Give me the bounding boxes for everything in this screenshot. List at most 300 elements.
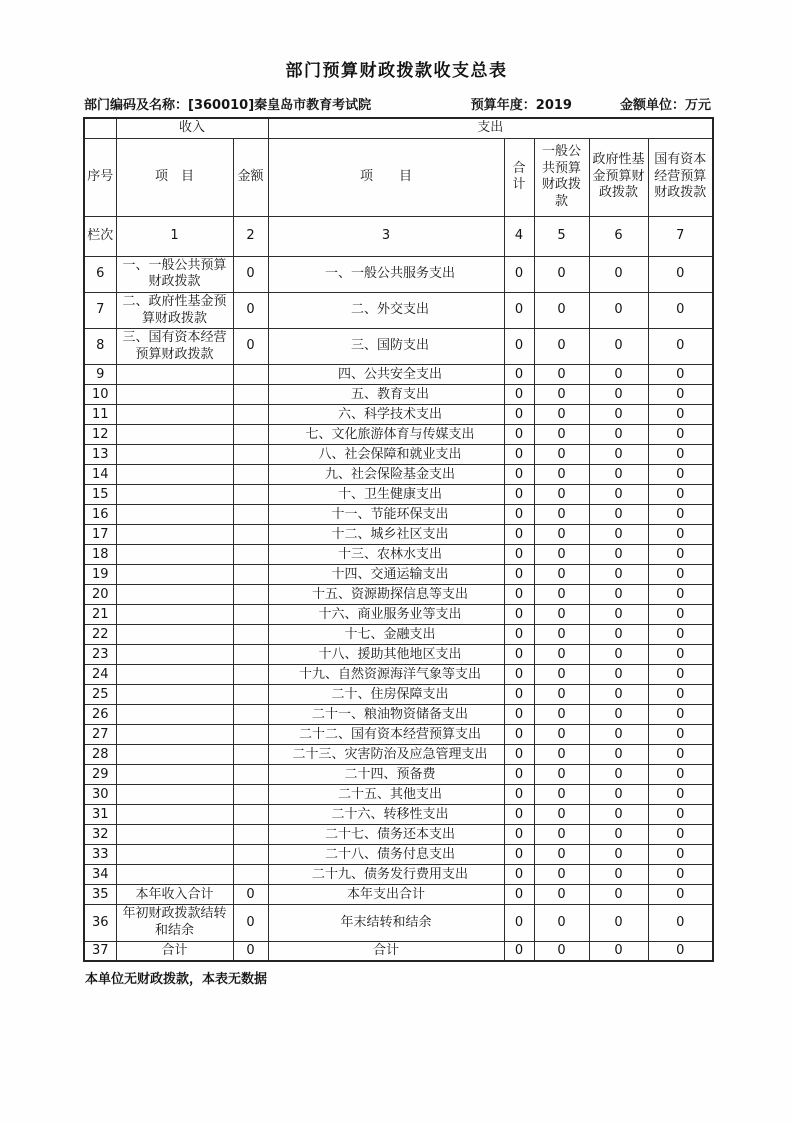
expense-total-value: 0 bbox=[504, 445, 534, 465]
expense-total-value: 0 bbox=[504, 385, 534, 405]
expense-total-value: 0 bbox=[504, 665, 534, 685]
income-item bbox=[116, 405, 233, 425]
table-row bbox=[84, 885, 713, 905]
col-num-2: 2 bbox=[233, 216, 268, 256]
gov-fund-value: 0 bbox=[589, 445, 648, 465]
general-budget-value: 0 bbox=[534, 365, 589, 385]
expense-item: 六、科学技术支出 bbox=[268, 405, 504, 425]
gov-fund-value: 0 bbox=[589, 805, 648, 825]
gov-fund-value: 0 bbox=[589, 465, 648, 485]
expense-item: 十二、城乡社区支出 bbox=[268, 525, 504, 545]
expense-total-value: 0 bbox=[504, 785, 534, 805]
income-item: 年初财政拨款结转和结余 bbox=[116, 905, 233, 941]
table-row bbox=[84, 256, 713, 292]
table-row bbox=[84, 405, 713, 425]
gov-fund-value: 0 bbox=[589, 645, 648, 665]
row-seq: 10 bbox=[84, 385, 116, 405]
unit-label: 金额单位： bbox=[619, 98, 685, 113]
income-item: 本年收入合计 bbox=[116, 885, 233, 905]
income-amount-header: 金额 bbox=[233, 138, 268, 216]
income-item: 合计 bbox=[116, 941, 233, 961]
state-capital-value: 0 bbox=[648, 485, 713, 505]
row-seq: 20 bbox=[84, 585, 116, 605]
general-budget-value: 0 bbox=[534, 805, 589, 825]
gov-fund-value: 0 bbox=[589, 329, 648, 365]
row-seq: 15 bbox=[84, 485, 116, 505]
income-amount bbox=[233, 605, 268, 625]
income-amount bbox=[233, 685, 268, 705]
state-capital-value: 0 bbox=[648, 745, 713, 765]
general-budget-value: 0 bbox=[534, 745, 589, 765]
table-row bbox=[84, 805, 713, 825]
gov-fund-value: 0 bbox=[589, 885, 648, 905]
state-capital-value: 0 bbox=[648, 885, 713, 905]
expense-total-value: 0 bbox=[504, 585, 534, 605]
expense-item: 二十一、粮油物资储备支出 bbox=[268, 705, 504, 725]
row-seq: 36 bbox=[84, 905, 116, 941]
table-row bbox=[84, 505, 713, 525]
state-capital-value: 0 bbox=[648, 385, 713, 405]
expense-item: 合计 bbox=[268, 941, 504, 961]
income-item: 一、一般公共预算财政拨款 bbox=[116, 256, 233, 292]
income-item bbox=[116, 545, 233, 565]
income-item bbox=[116, 365, 233, 385]
income-amount bbox=[233, 565, 268, 585]
general-budget-value: 0 bbox=[534, 645, 589, 665]
income-item bbox=[116, 425, 233, 445]
expense-item: 十三、农林水支出 bbox=[268, 545, 504, 565]
table-body bbox=[84, 256, 713, 961]
row-seq: 8 bbox=[84, 329, 116, 365]
gov-fund-value: 0 bbox=[589, 292, 648, 328]
gov-fund-value: 0 bbox=[589, 905, 648, 941]
expense-item: 二十三、灾害防治及应急管理支出 bbox=[268, 745, 504, 765]
unit-value: 万元 bbox=[684, 98, 711, 113]
gov-fund-value: 0 bbox=[589, 825, 648, 845]
general-budget-value: 0 bbox=[534, 405, 589, 425]
income-amount: 0 bbox=[233, 885, 268, 905]
expense-item: 二、外交支出 bbox=[268, 292, 504, 328]
income-item bbox=[116, 685, 233, 705]
lanci-header: 栏次 bbox=[84, 216, 116, 256]
general-budget-value: 0 bbox=[534, 705, 589, 725]
table-row bbox=[84, 425, 713, 445]
gov-fund-value: 0 bbox=[589, 505, 648, 525]
income-amount bbox=[233, 365, 268, 385]
expense-item: 八、社会保障和就业支出 bbox=[268, 445, 504, 465]
general-budget-header: 一般公共预算财政拨款 bbox=[534, 138, 589, 216]
expense-item: 二十、住房保障支出 bbox=[268, 685, 504, 705]
expense-total-value: 0 bbox=[504, 465, 534, 485]
income-amount bbox=[233, 445, 268, 465]
expense-total-value: 0 bbox=[504, 425, 534, 445]
expense-item: 二十九、债务发行费用支出 bbox=[268, 865, 504, 885]
state-capital-value: 0 bbox=[648, 905, 713, 941]
page-title: 部门预算财政拨款收支总表 bbox=[285, 61, 508, 81]
row-seq: 37 bbox=[84, 941, 116, 961]
table-row bbox=[84, 365, 713, 385]
income-item bbox=[116, 825, 233, 845]
expense-item: 十一、节能环保支出 bbox=[268, 505, 504, 525]
table-row bbox=[84, 905, 713, 941]
expense-total-value: 0 bbox=[504, 765, 534, 785]
gov-fund-value: 0 bbox=[589, 525, 648, 545]
gov-fund-value: 0 bbox=[589, 725, 648, 745]
income-item bbox=[116, 385, 233, 405]
income-amount bbox=[233, 525, 268, 545]
income-group-header: 收入 bbox=[116, 118, 268, 138]
income-amount bbox=[233, 825, 268, 845]
expense-total-value: 0 bbox=[504, 256, 534, 292]
row-seq: 30 bbox=[84, 785, 116, 805]
income-amount bbox=[233, 485, 268, 505]
income-amount: 0 bbox=[233, 256, 268, 292]
expense-total-value: 0 bbox=[504, 745, 534, 765]
col-num-3: 3 bbox=[268, 216, 504, 256]
general-budget-value: 0 bbox=[534, 765, 589, 785]
income-amount bbox=[233, 545, 268, 565]
income-item bbox=[116, 585, 233, 605]
income-amount bbox=[233, 865, 268, 885]
table-row bbox=[84, 625, 713, 645]
table-row bbox=[84, 685, 713, 705]
row-seq: 31 bbox=[84, 805, 116, 825]
table-row bbox=[84, 941, 713, 961]
income-amount bbox=[233, 785, 268, 805]
expense-item: 二十八、债务付息支出 bbox=[268, 845, 504, 865]
state-capital-value: 0 bbox=[648, 805, 713, 825]
income-item bbox=[116, 725, 233, 745]
expense-item: 二十二、国有资本经营预算支出 bbox=[268, 725, 504, 745]
expense-total-value: 0 bbox=[504, 605, 534, 625]
row-seq: 25 bbox=[84, 685, 116, 705]
gov-fund-value: 0 bbox=[589, 941, 648, 961]
income-amount bbox=[233, 505, 268, 525]
row-seq: 11 bbox=[84, 405, 116, 425]
gov-fund-value: 0 bbox=[589, 865, 648, 885]
header-column-row bbox=[84, 138, 713, 216]
income-amount bbox=[233, 385, 268, 405]
row-seq: 9 bbox=[84, 365, 116, 385]
gov-fund-value: 0 bbox=[589, 665, 648, 685]
table-row bbox=[84, 765, 713, 785]
state-capital-value: 0 bbox=[648, 545, 713, 565]
expense-total-value: 0 bbox=[504, 805, 534, 825]
col-num-1: 1 bbox=[116, 216, 233, 256]
expense-total-value: 0 bbox=[504, 905, 534, 941]
col-num-5: 5 bbox=[534, 216, 589, 256]
table-row bbox=[84, 585, 713, 605]
income-item bbox=[116, 665, 233, 685]
row-seq: 17 bbox=[84, 525, 116, 545]
expense-item: 五、教育支出 bbox=[268, 385, 504, 405]
table-row bbox=[84, 545, 713, 565]
income-item bbox=[116, 645, 233, 665]
row-seq: 35 bbox=[84, 885, 116, 905]
row-seq: 16 bbox=[84, 505, 116, 525]
dept-value: [360010]秦皇岛市教育考试院 bbox=[188, 98, 372, 113]
income-item bbox=[116, 865, 233, 885]
state-capital-value: 0 bbox=[648, 365, 713, 385]
year-value: 2019 bbox=[535, 98, 572, 113]
dept-code-name bbox=[84, 94, 471, 113]
general-budget-value: 0 bbox=[534, 845, 589, 865]
expense-total-value: 0 bbox=[504, 365, 534, 385]
row-seq: 7 bbox=[84, 292, 116, 328]
expense-item-header: 项 目 bbox=[268, 138, 504, 216]
state-capital-value: 0 bbox=[648, 705, 713, 725]
income-item bbox=[116, 765, 233, 785]
general-budget-value: 0 bbox=[534, 465, 589, 485]
expense-total-value: 0 bbox=[504, 292, 534, 328]
seq-header: 序号 bbox=[84, 138, 116, 216]
table-row bbox=[84, 465, 713, 485]
row-seq: 18 bbox=[84, 545, 116, 565]
table-row bbox=[84, 785, 713, 805]
general-budget-value: 0 bbox=[534, 585, 589, 605]
row-seq: 22 bbox=[84, 625, 116, 645]
table-row bbox=[84, 292, 713, 328]
expense-item: 一、一般公共服务支出 bbox=[268, 256, 504, 292]
row-seq: 28 bbox=[84, 745, 116, 765]
state-capital-value: 0 bbox=[648, 825, 713, 845]
expense-total-value: 0 bbox=[504, 865, 534, 885]
col-num-4: 4 bbox=[504, 216, 534, 256]
general-budget-value: 0 bbox=[534, 385, 589, 405]
expense-item: 二十四、预备费 bbox=[268, 765, 504, 785]
expense-total-value: 0 bbox=[504, 625, 534, 645]
general-budget-value: 0 bbox=[534, 525, 589, 545]
gov-fund-value: 0 bbox=[589, 705, 648, 725]
general-budget-value: 0 bbox=[534, 905, 589, 941]
state-capital-value: 0 bbox=[648, 785, 713, 805]
table-row bbox=[84, 705, 713, 725]
gov-fund-value: 0 bbox=[589, 405, 648, 425]
income-item-header: 项 目 bbox=[116, 138, 233, 216]
income-item bbox=[116, 845, 233, 865]
row-seq: 13 bbox=[84, 445, 116, 465]
expense-item: 二十六、转移性支出 bbox=[268, 805, 504, 825]
table-row bbox=[84, 605, 713, 625]
general-budget-value: 0 bbox=[534, 605, 589, 625]
general-budget-value: 0 bbox=[534, 885, 589, 905]
general-budget-value: 0 bbox=[534, 565, 589, 585]
expense-group-header: 支出 bbox=[268, 118, 713, 138]
expense-total-value: 0 bbox=[504, 329, 534, 365]
general-budget-value: 0 bbox=[534, 485, 589, 505]
general-budget-value: 0 bbox=[534, 865, 589, 885]
income-item: 三、国有资本经营预算财政拨款 bbox=[116, 329, 233, 365]
table-row bbox=[84, 725, 713, 745]
general-budget-value: 0 bbox=[534, 665, 589, 685]
general-budget-value: 0 bbox=[534, 825, 589, 845]
row-seq: 33 bbox=[84, 845, 116, 865]
table-row bbox=[84, 445, 713, 465]
table-row bbox=[84, 865, 713, 885]
table-row bbox=[84, 825, 713, 845]
row-seq: 19 bbox=[84, 565, 116, 585]
expense-total-value: 0 bbox=[504, 885, 534, 905]
footer-note: 本单位无财政拨款，本表无数据 bbox=[85, 972, 268, 988]
expense-total-value: 0 bbox=[504, 725, 534, 745]
amount-unit bbox=[620, 94, 711, 113]
row-seq: 23 bbox=[84, 645, 116, 665]
gov-fund-value: 0 bbox=[589, 256, 648, 292]
expense-item: 二十七、债务还本支出 bbox=[268, 825, 504, 845]
income-amount bbox=[233, 765, 268, 785]
gov-fund-value: 0 bbox=[589, 365, 648, 385]
state-capital-value: 0 bbox=[648, 605, 713, 625]
expense-item: 十四、交通运输支出 bbox=[268, 565, 504, 585]
column-number-row bbox=[84, 216, 713, 256]
corner-cell bbox=[84, 118, 116, 138]
expense-item: 四、公共安全支出 bbox=[268, 365, 504, 385]
row-seq: 29 bbox=[84, 765, 116, 785]
income-item bbox=[116, 565, 233, 585]
gov-fund-value: 0 bbox=[589, 745, 648, 765]
general-budget-value: 0 bbox=[534, 785, 589, 805]
income-item bbox=[116, 745, 233, 765]
income-amount: 0 bbox=[233, 292, 268, 328]
income-amount: 0 bbox=[233, 905, 268, 941]
row-seq: 27 bbox=[84, 725, 116, 745]
income-item bbox=[116, 525, 233, 545]
income-amount bbox=[233, 625, 268, 645]
general-budget-value: 0 bbox=[534, 329, 589, 365]
state-capital-value: 0 bbox=[648, 405, 713, 425]
table-row bbox=[84, 745, 713, 765]
gov-fund-value: 0 bbox=[589, 565, 648, 585]
state-capital-value: 0 bbox=[648, 625, 713, 645]
gov-fund-value: 0 bbox=[589, 425, 648, 445]
income-item bbox=[116, 625, 233, 645]
income-item: 二、政府性基金预算财政拨款 bbox=[116, 292, 233, 328]
gov-fund-value: 0 bbox=[589, 385, 648, 405]
table-row bbox=[84, 485, 713, 505]
state-capital-value: 0 bbox=[648, 585, 713, 605]
col-num-6: 6 bbox=[589, 216, 648, 256]
state-capital-value: 0 bbox=[648, 765, 713, 785]
gov-fund-value: 0 bbox=[589, 625, 648, 645]
expense-total-value: 0 bbox=[504, 545, 534, 565]
income-amount bbox=[233, 645, 268, 665]
gov-fund-value: 0 bbox=[589, 605, 648, 625]
income-item bbox=[116, 445, 233, 465]
table-row bbox=[84, 565, 713, 585]
table-row bbox=[84, 525, 713, 545]
row-seq: 12 bbox=[84, 425, 116, 445]
income-amount bbox=[233, 705, 268, 725]
income-amount bbox=[233, 845, 268, 865]
row-seq: 6 bbox=[84, 256, 116, 292]
expense-item: 三、国防支出 bbox=[268, 329, 504, 365]
income-amount bbox=[233, 745, 268, 765]
expense-total-value: 0 bbox=[504, 565, 534, 585]
gov-fund-header: 政府性基金预算财政拨款 bbox=[589, 138, 648, 216]
gov-fund-value: 0 bbox=[589, 485, 648, 505]
expense-item: 十八、援助其他地区支出 bbox=[268, 645, 504, 665]
table-row bbox=[84, 665, 713, 685]
expense-total-value: 0 bbox=[504, 705, 534, 725]
general-budget-value: 0 bbox=[534, 685, 589, 705]
general-budget-value: 0 bbox=[534, 625, 589, 645]
state-capital-value: 0 bbox=[648, 445, 713, 465]
general-budget-value: 0 bbox=[534, 941, 589, 961]
expense-item: 十五、资源勘探信息等支出 bbox=[268, 585, 504, 605]
expense-total-value: 0 bbox=[504, 405, 534, 425]
income-amount bbox=[233, 465, 268, 485]
income-item bbox=[116, 605, 233, 625]
row-seq: 32 bbox=[84, 825, 116, 845]
expense-item: 十七、金融支出 bbox=[268, 625, 504, 645]
income-amount bbox=[233, 405, 268, 425]
state-capital-value: 0 bbox=[648, 292, 713, 328]
income-amount: 0 bbox=[233, 941, 268, 961]
general-budget-value: 0 bbox=[534, 545, 589, 565]
meta-line bbox=[84, 94, 713, 113]
income-amount bbox=[233, 425, 268, 445]
state-capital-value: 0 bbox=[648, 465, 713, 485]
col-num-7: 7 bbox=[648, 216, 713, 256]
expense-item: 十六、商业服务业等支出 bbox=[268, 605, 504, 625]
dept-label: 部门编码及名称： bbox=[84, 98, 189, 113]
state-capital-header: 国有资本经营预算财政拨款 bbox=[648, 138, 713, 216]
gov-fund-value: 0 bbox=[589, 585, 648, 605]
state-capital-value: 0 bbox=[648, 665, 713, 685]
expense-item: 十九、自然资源海洋气象等支出 bbox=[268, 665, 504, 685]
expense-item: 九、社会保险基金支出 bbox=[268, 465, 504, 485]
income-amount bbox=[233, 805, 268, 825]
income-item bbox=[116, 485, 233, 505]
expense-total-value: 0 bbox=[504, 825, 534, 845]
expense-item: 十、卫生健康支出 bbox=[268, 485, 504, 505]
state-capital-value: 0 bbox=[648, 256, 713, 292]
general-budget-value: 0 bbox=[534, 725, 589, 745]
state-capital-value: 0 bbox=[648, 425, 713, 445]
gov-fund-value: 0 bbox=[589, 765, 648, 785]
expense-total-value: 0 bbox=[504, 525, 534, 545]
expense-item: 七、文化旅游体育与传媒支出 bbox=[268, 425, 504, 445]
gov-fund-value: 0 bbox=[589, 785, 648, 805]
budget-year bbox=[471, 94, 572, 113]
expense-total-header: 合计 bbox=[504, 138, 534, 216]
general-budget-value: 0 bbox=[534, 445, 589, 465]
income-item bbox=[116, 465, 233, 485]
income-amount bbox=[233, 585, 268, 605]
table-row bbox=[84, 329, 713, 365]
gov-fund-value: 0 bbox=[589, 545, 648, 565]
income-amount: 0 bbox=[233, 329, 268, 365]
expense-item: 年末结转和结余 bbox=[268, 905, 504, 941]
table-row bbox=[84, 845, 713, 865]
expense-item: 二十五、其他支出 bbox=[268, 785, 504, 805]
state-capital-value: 0 bbox=[648, 725, 713, 745]
header-group-row bbox=[84, 118, 713, 138]
expense-item: 本年支出合计 bbox=[268, 885, 504, 905]
budget-summary-table bbox=[83, 117, 714, 962]
year-label: 预算年度： bbox=[470, 98, 536, 113]
general-budget-value: 0 bbox=[534, 256, 589, 292]
state-capital-value: 0 bbox=[648, 565, 713, 585]
state-capital-value: 0 bbox=[648, 865, 713, 885]
income-item bbox=[116, 805, 233, 825]
income-item bbox=[116, 705, 233, 725]
income-item bbox=[116, 505, 233, 525]
income-amount bbox=[233, 725, 268, 745]
row-seq: 21 bbox=[84, 605, 116, 625]
state-capital-value: 0 bbox=[648, 941, 713, 961]
row-seq: 34 bbox=[84, 865, 116, 885]
